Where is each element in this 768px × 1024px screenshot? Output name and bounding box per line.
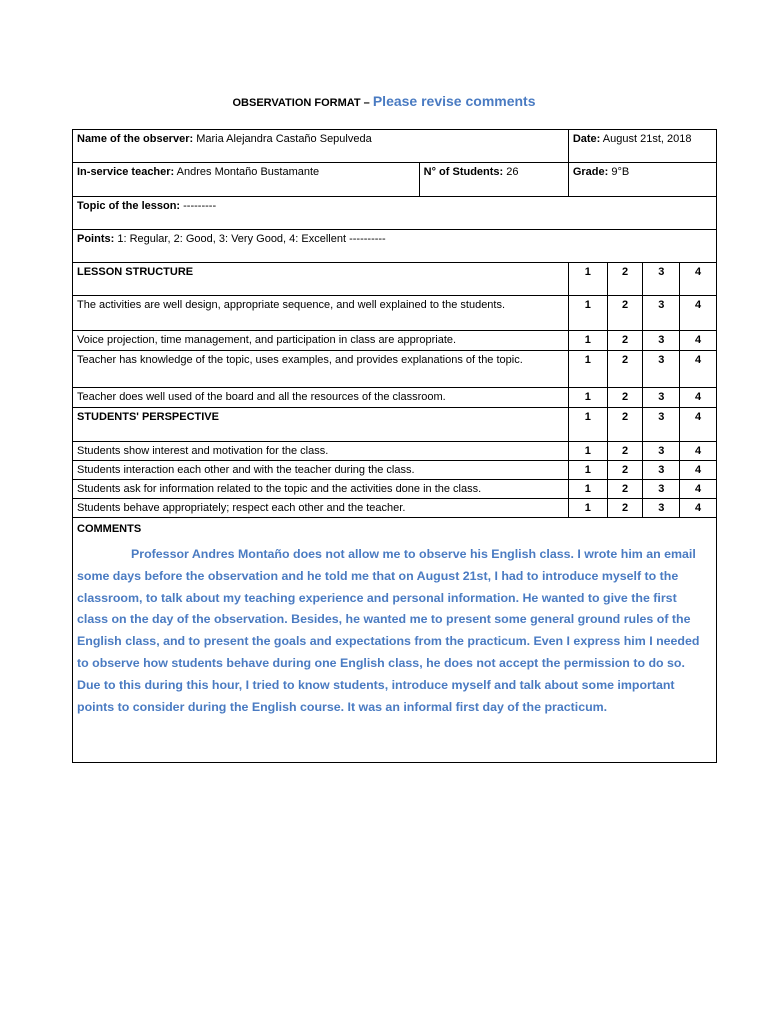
scale-2: 2 [607, 263, 643, 296]
comments-heading: COMMENTS [77, 523, 142, 535]
rating-4: 4 [680, 331, 717, 351]
rating-3: 3 [643, 331, 680, 351]
date-label: Date: [572, 133, 601, 145]
criterion-row [73, 296, 717, 331]
lesson-structure-header-row [73, 263, 717, 296]
criterion-text: Students behave appropriately; respect each other and the teacher. [73, 499, 569, 518]
students-perspective-header-row [73, 408, 717, 442]
revise-note: Please revise comments [372, 93, 536, 109]
points-label: Points: [77, 233, 115, 245]
observer-row [73, 130, 717, 163]
rating-2: 2 [607, 296, 643, 331]
format-title: OBSERVATION FORMAT – [232, 97, 373, 109]
rating-4: 4 [680, 442, 717, 461]
rating-1: 1 [568, 461, 607, 480]
criterion-row [73, 499, 717, 518]
rating-4: 4 [680, 388, 717, 408]
comments-text: Professor Andres Montaño does not allow me to observe his English class. I wrote him an email some days before the observation and he told me that on August 21st, I had to introduce myself to the classroom, to talk about my teaching experience and personal information. He wanted to give the first class on the day of the observation. Besides, he wanted me to present some general ground rules of the English class, and to present the goals and expectations from the practicum. Even I express him I needed to observe how students behave during one English class, he does not accept the permission to do so. Due to this during this hour, I tried to know students, introduce myself and talk about some important points to consider during the English course. It was an informal first day of the practicum. [77, 547, 700, 714]
criterion-row [73, 442, 717, 461]
teacher-cell [73, 163, 420, 197]
date-value: August 21st, 2018 [600, 133, 692, 145]
rating-2: 2 [607, 351, 643, 388]
rating-1: 1 [568, 442, 607, 461]
document-title [0, 93, 768, 109]
rating-3: 3 [643, 461, 680, 480]
students-perspective-heading: STUDENTS' PERSPECTIVE [73, 408, 569, 442]
criterion-row [73, 388, 717, 408]
rating-4: 4 [680, 296, 717, 331]
rating-1: 1 [568, 480, 607, 499]
rating-4: 4 [680, 499, 717, 518]
observer-cell [73, 130, 569, 163]
criterion-text: Students show interest and motivation for the class. [73, 442, 569, 461]
rating-4: 4 [680, 461, 717, 480]
scale-3: 3 [643, 408, 680, 442]
lesson-structure-heading: LESSON STRUCTURE [73, 263, 569, 296]
teacher-value: Andres Montaño Bustamante [174, 166, 320, 178]
scale-1: 1 [568, 263, 607, 296]
scale-2: 2 [607, 408, 643, 442]
topic-label: Topic of the lesson: [77, 200, 181, 212]
rating-1: 1 [568, 331, 607, 351]
scale-1: 1 [568, 408, 607, 442]
criterion-text: Students ask for information related to the topic and the activities done in the class. [73, 480, 569, 499]
rating-3: 3 [643, 442, 680, 461]
teacher-label: In-service teacher: [77, 166, 175, 178]
rating-4: 4 [680, 351, 717, 388]
rating-2: 2 [607, 461, 643, 480]
rating-1: 1 [568, 296, 607, 331]
students-count-value: 26 [503, 166, 519, 178]
rating-1: 1 [568, 351, 607, 388]
students-count-label: N° of Students: [423, 166, 504, 178]
criterion-row [73, 351, 717, 388]
points-cell [73, 230, 717, 263]
comments-row [73, 518, 717, 763]
rating-2: 2 [607, 388, 643, 408]
rating-3: 3 [643, 499, 680, 518]
observation-table [72, 129, 717, 763]
rating-2: 2 [607, 331, 643, 351]
date-cell [568, 130, 716, 163]
scale-4: 4 [680, 408, 717, 442]
criterion-text: The activities are well design, appropriate sequence, and well explained to the students. [73, 296, 569, 331]
criterion-text: Teacher has knowledge of the topic, uses examples, and provides explanations of the topic. [73, 351, 569, 388]
points-row [73, 230, 717, 263]
grade-cell [568, 163, 716, 197]
criterion-text: Voice projection, time management, and participation in class are appropriate. [73, 331, 569, 351]
scale-4: 4 [680, 263, 717, 296]
rating-4: 4 [680, 480, 717, 499]
grade-value: 9°B [608, 166, 630, 178]
topic-value: --------- [180, 200, 217, 212]
rating-2: 2 [607, 442, 643, 461]
criterion-row [73, 461, 717, 480]
topic-cell [73, 197, 717, 230]
rating-2: 2 [607, 480, 643, 499]
topic-row [73, 197, 717, 230]
observer-value: Maria Alejandra Castaño Sepulveda [193, 133, 372, 145]
rating-3: 3 [643, 296, 680, 331]
rating-1: 1 [568, 388, 607, 408]
grade-label: Grade: [572, 166, 609, 178]
criterion-text: Teacher does well used of the board and all the resources of the classroom. [73, 388, 569, 408]
criterion-text: Students interaction each other and with the teacher during the class. [73, 461, 569, 480]
criterion-row [73, 331, 717, 351]
rating-3: 3 [643, 480, 680, 499]
comments-cell [73, 518, 717, 763]
rating-3: 3 [643, 351, 680, 388]
rating-2: 2 [607, 499, 643, 518]
teacher-row [73, 163, 717, 197]
rating-3: 3 [643, 388, 680, 408]
scale-3: 3 [643, 263, 680, 296]
criterion-row [73, 480, 717, 499]
rating-1: 1 [568, 499, 607, 518]
observer-label: Name of the observer: [77, 133, 194, 145]
students-count-cell [419, 163, 568, 197]
points-value: 1: Regular, 2: Good, 3: Very Good, 4: Excellent ---------- [114, 233, 386, 245]
